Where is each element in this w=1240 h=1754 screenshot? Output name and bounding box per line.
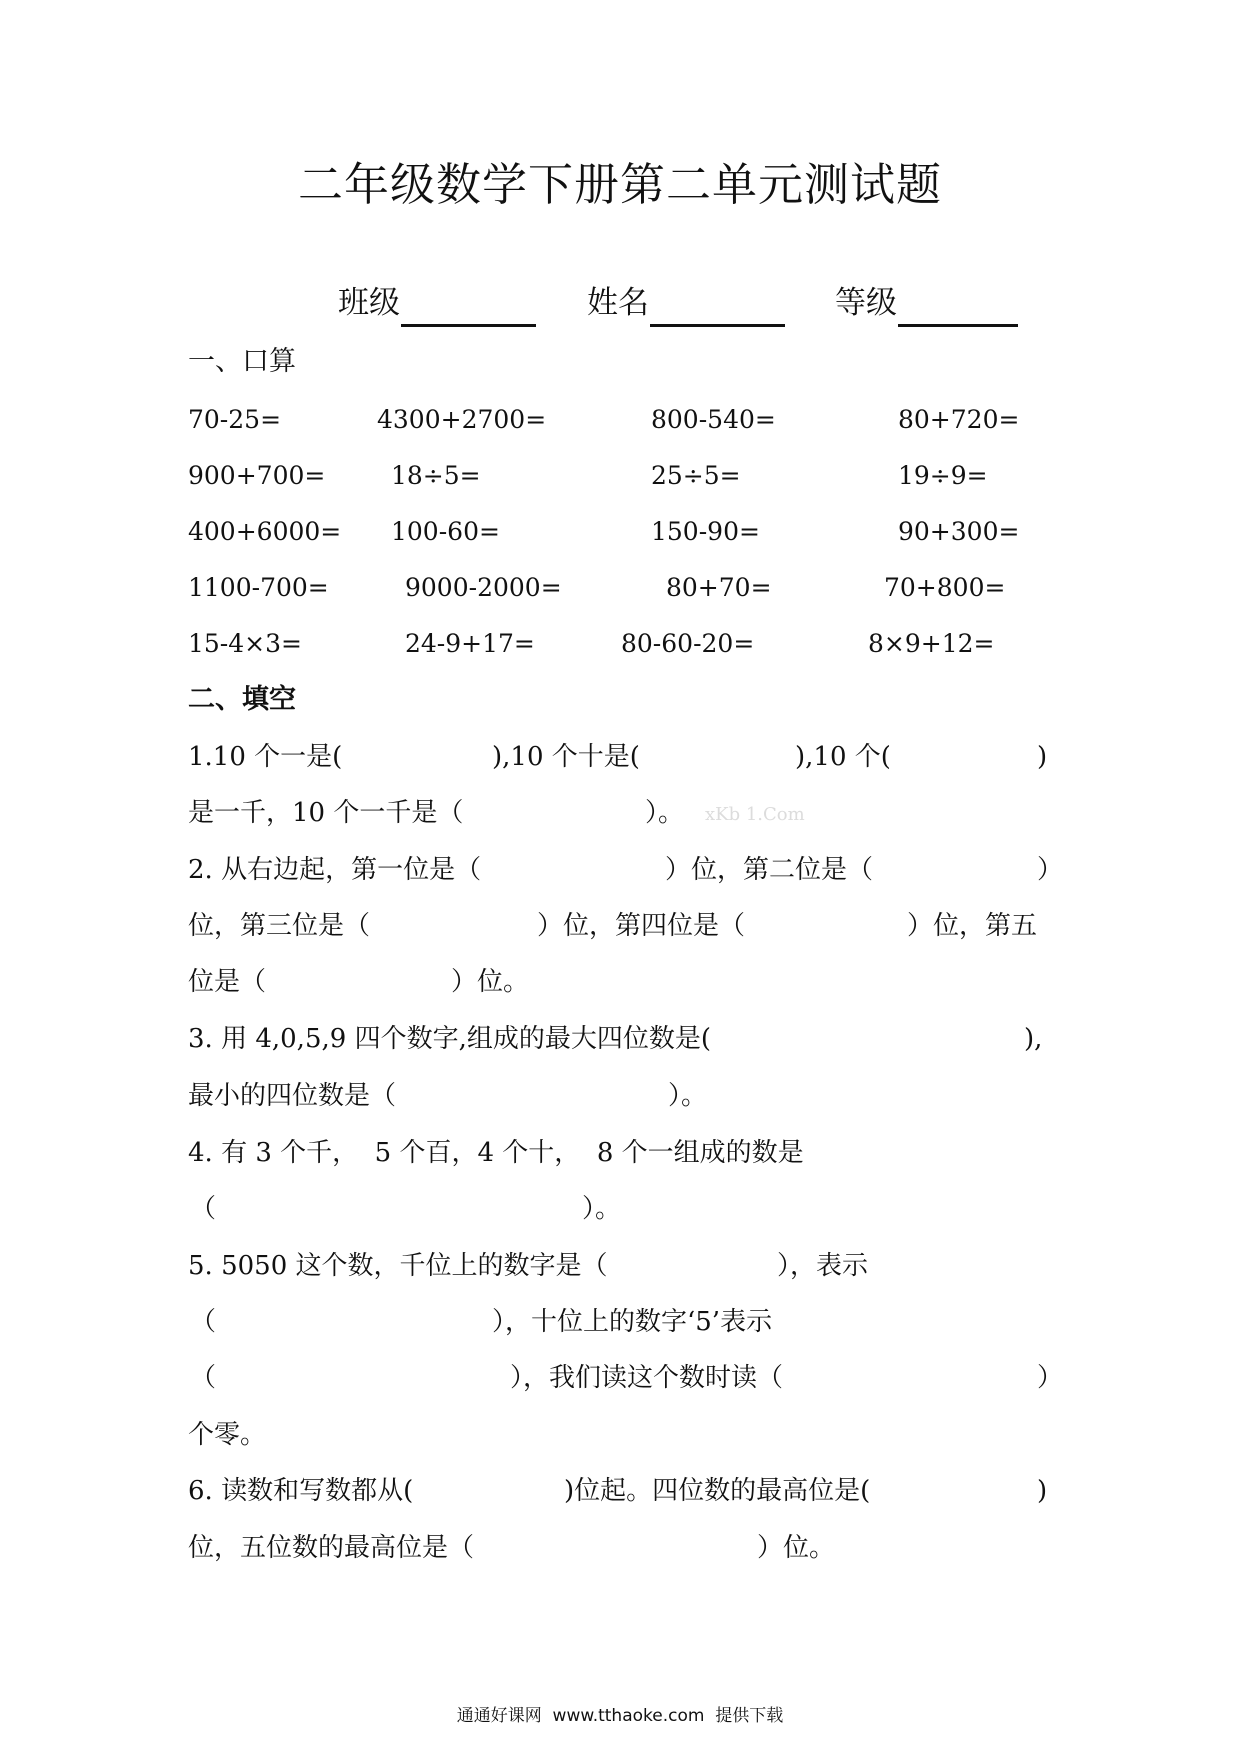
- q2-text: 位，第三位是（: [188, 911, 371, 941]
- footer-credit: 通通好课网 www.tthaoke.com 提供下载: [456, 1706, 784, 1726]
- q1-text: ),10 个(: [795, 742, 891, 772]
- calc-item: 25÷5=: [651, 461, 741, 490]
- q1-text: 1.10 个一是(: [188, 742, 343, 772]
- q6-text: )位起。四位数的最高位是(: [564, 1476, 871, 1506]
- calc-item: 8×9+12=: [868, 629, 995, 658]
- calc-item: 80-60-20=: [621, 629, 755, 658]
- calc-item: 90+300=: [898, 517, 1020, 546]
- q2-text: ）位，第二位是（: [665, 855, 874, 885]
- calc-item: 1100-700=: [188, 573, 329, 602]
- calc-item: 800-540=: [651, 405, 776, 434]
- watermark: xKb 1.Com: [705, 804, 805, 825]
- calc-item: 70+800=: [884, 573, 1006, 602]
- calc-item: 100-60=: [391, 517, 500, 546]
- q5-text: ）: [1037, 1363, 1064, 1393]
- section1-heading: 一、口算: [188, 346, 296, 377]
- q5-text: （: [190, 1363, 217, 1393]
- q2-text: ）位，第四位是（: [537, 911, 746, 941]
- q6-text: ): [1037, 1476, 1048, 1506]
- q2-text: 位是（: [188, 967, 267, 997]
- calc-item: 400+6000=: [188, 517, 342, 546]
- grade-blank[interactable]: [898, 324, 1018, 327]
- q6-text: 位，五位数的最高位是（: [188, 1533, 475, 1563]
- q5-text: ），表示: [777, 1251, 869, 1281]
- q1-text: ): [1037, 742, 1048, 772]
- q3-text: 3. 用 4,0,5,9 四个数字,组成的最大四位数是(: [188, 1024, 711, 1054]
- calc-item: 18÷5=: [391, 461, 481, 490]
- q1-text: ）。: [645, 798, 685, 828]
- q5-text: 5. 5050 这个数，千位上的数字是（: [188, 1251, 608, 1281]
- page-title: 二年级数学下册第二单元测试题: [297, 158, 942, 211]
- q6-text: ）位。: [757, 1533, 836, 1563]
- calc-item: 24-9+17=: [405, 629, 535, 658]
- section2-heading: 二、填空: [188, 684, 296, 715]
- class-label: 班级: [338, 285, 400, 321]
- calc-item: 4300+2700=: [377, 405, 547, 434]
- q1-text: 是一千，10 个一千是（: [188, 798, 464, 828]
- q5-text: ），十位上的数字‘5’表示: [492, 1307, 773, 1337]
- q4-text: ）。: [582, 1194, 622, 1224]
- q5-text: （: [190, 1307, 217, 1337]
- q2-text: ）位，第五: [907, 911, 1038, 941]
- calc-item: 80+70=: [666, 573, 772, 602]
- q1-text: ),10 个十是(: [492, 742, 640, 772]
- calc-item: 150-90=: [651, 517, 760, 546]
- q3-text: ),: [1024, 1024, 1043, 1054]
- calc-item: 70-25=: [188, 405, 282, 434]
- calc-item: 80+720=: [898, 405, 1020, 434]
- q3-text: 最小的四位数是（: [188, 1081, 397, 1111]
- calc-item: 9000-2000=: [405, 573, 562, 602]
- q2-text: ）: [1037, 855, 1064, 885]
- name-blank[interactable]: [650, 324, 785, 327]
- name-label: 姓名: [587, 285, 649, 321]
- grade-label: 等级: [835, 285, 897, 321]
- q2-text: ）位。: [451, 967, 530, 997]
- calc-item: 900+700=: [188, 461, 326, 490]
- q5-text: ），我们读这个数时读（: [510, 1363, 784, 1393]
- class-blank[interactable]: [401, 324, 536, 327]
- q5-text: 个零。: [188, 1420, 267, 1450]
- q6-text: 6. 读数和写数都从(: [188, 1476, 414, 1506]
- q4-text: 4. 有 3 个千， 5 个百，4 个十， 8 个一组成的数是: [188, 1138, 804, 1168]
- q4-text: （: [190, 1194, 217, 1224]
- q3-text: ）。: [668, 1081, 708, 1111]
- calc-item: 19÷9=: [898, 461, 988, 490]
- calc-item: 15-4×3=: [188, 629, 302, 658]
- q2-text: 2. 从右边起，第一位是（: [188, 855, 482, 885]
